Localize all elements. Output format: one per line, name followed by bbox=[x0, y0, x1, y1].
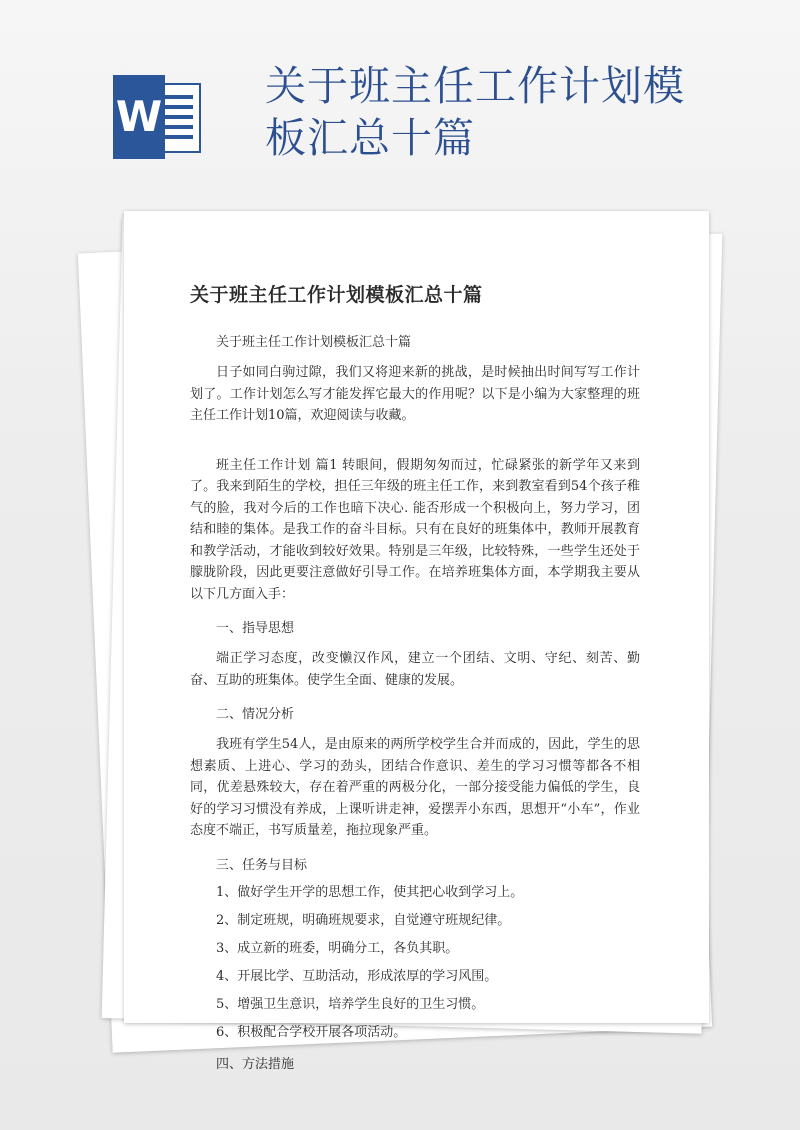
plan1-paragraph: 班主任工作计划 篇1 转眼间，假期匆匆而过，忙碌紧张的新学年又来到了。我来到陌生的学校，担任三年级的班主任工作，来到教室看到54个孩子稚气的脸，我对今后的工作也暗下决心. 能否形成一个积极向上，努力学习，团结和睦的集体。是我工作的奋斗目标。只有在良好的班集体中，教师开展教育和教学活动，才能收到较好效果。特别是三年级，比较特殊，一些学生还处于朦胧阶段，因此更要注意做好引导工作。在培养班集体方面，本学期我主要从以下几方面入手： bbox=[190, 457, 640, 602]
word-badge: W bbox=[113, 75, 165, 159]
document-subtitle: 关于班主任工作计划模板汇总十篇 bbox=[216, 335, 412, 350]
section-heading-analysis: 二、情况分析 bbox=[216, 707, 295, 722]
analysis-paragraph: 我班有学生54人，是由原来的两所学校学生合并而成的，因此，学生的思想素质、上进心、学习的劲头，团结合作意识、差生的学习习惯等都各不相同，优差悬殊较大，存在着严重的两极分化，一部分接受能力偏低的学生，良好的学习习惯没有养成，上课听讲走神，爱摆弄小东西，思想开“小车”，作业态度不端正，书写质量差，拖拉现象严重。 bbox=[190, 737, 640, 838]
section-heading-goals: 三、任务与目标 bbox=[216, 857, 308, 873]
section-heading-guideline: 一、指导思想 bbox=[216, 621, 295, 636]
intro-paragraph: 日子如同白驹过隙，我们又将迎来新的挑战，是时候抽出时间写写工作计划了。工作计划怎么写才能发挥它最大的作用呢？以下是小编为大家整理的班主任工作计划10篇，欢迎阅读与收藏。 bbox=[190, 365, 640, 423]
guideline-paragraph: 端正学习态度，改变懒汉作风，建立一个团结、文明、守纪、刻苦、勤奋、互助的班集体。使学生全面、健康的发展。 bbox=[190, 651, 640, 688]
list-item: 1、做好学生开学的思想工作，使其把心收到学习上。 bbox=[216, 884, 524, 900]
word-logo-icon bbox=[113, 75, 203, 159]
section-heading-methods: 四、方法措施 bbox=[216, 1056, 295, 1072]
banner-title: 关于班主任工作计划模板汇总十篇 bbox=[265, 62, 685, 162]
list-item: 2、制定班规，明确班规要求，自觉遵守班规纪律。 bbox=[216, 912, 511, 928]
document-title: 关于班主任工作计划模板汇总十篇 bbox=[190, 284, 483, 306]
list-item: 5、增强卫生意识，培养学生良好的卫生习惯。 bbox=[216, 996, 485, 1012]
list-item: 3、成立新的班委，明确分工，各负其职。 bbox=[216, 940, 459, 956]
list-item: 4、开展比学、互助活动，形成浓厚的学习风围。 bbox=[216, 968, 498, 984]
document-content bbox=[190, 280, 640, 1084]
list-item: 6、积极配合学校开展各项活动。 bbox=[216, 1024, 407, 1040]
